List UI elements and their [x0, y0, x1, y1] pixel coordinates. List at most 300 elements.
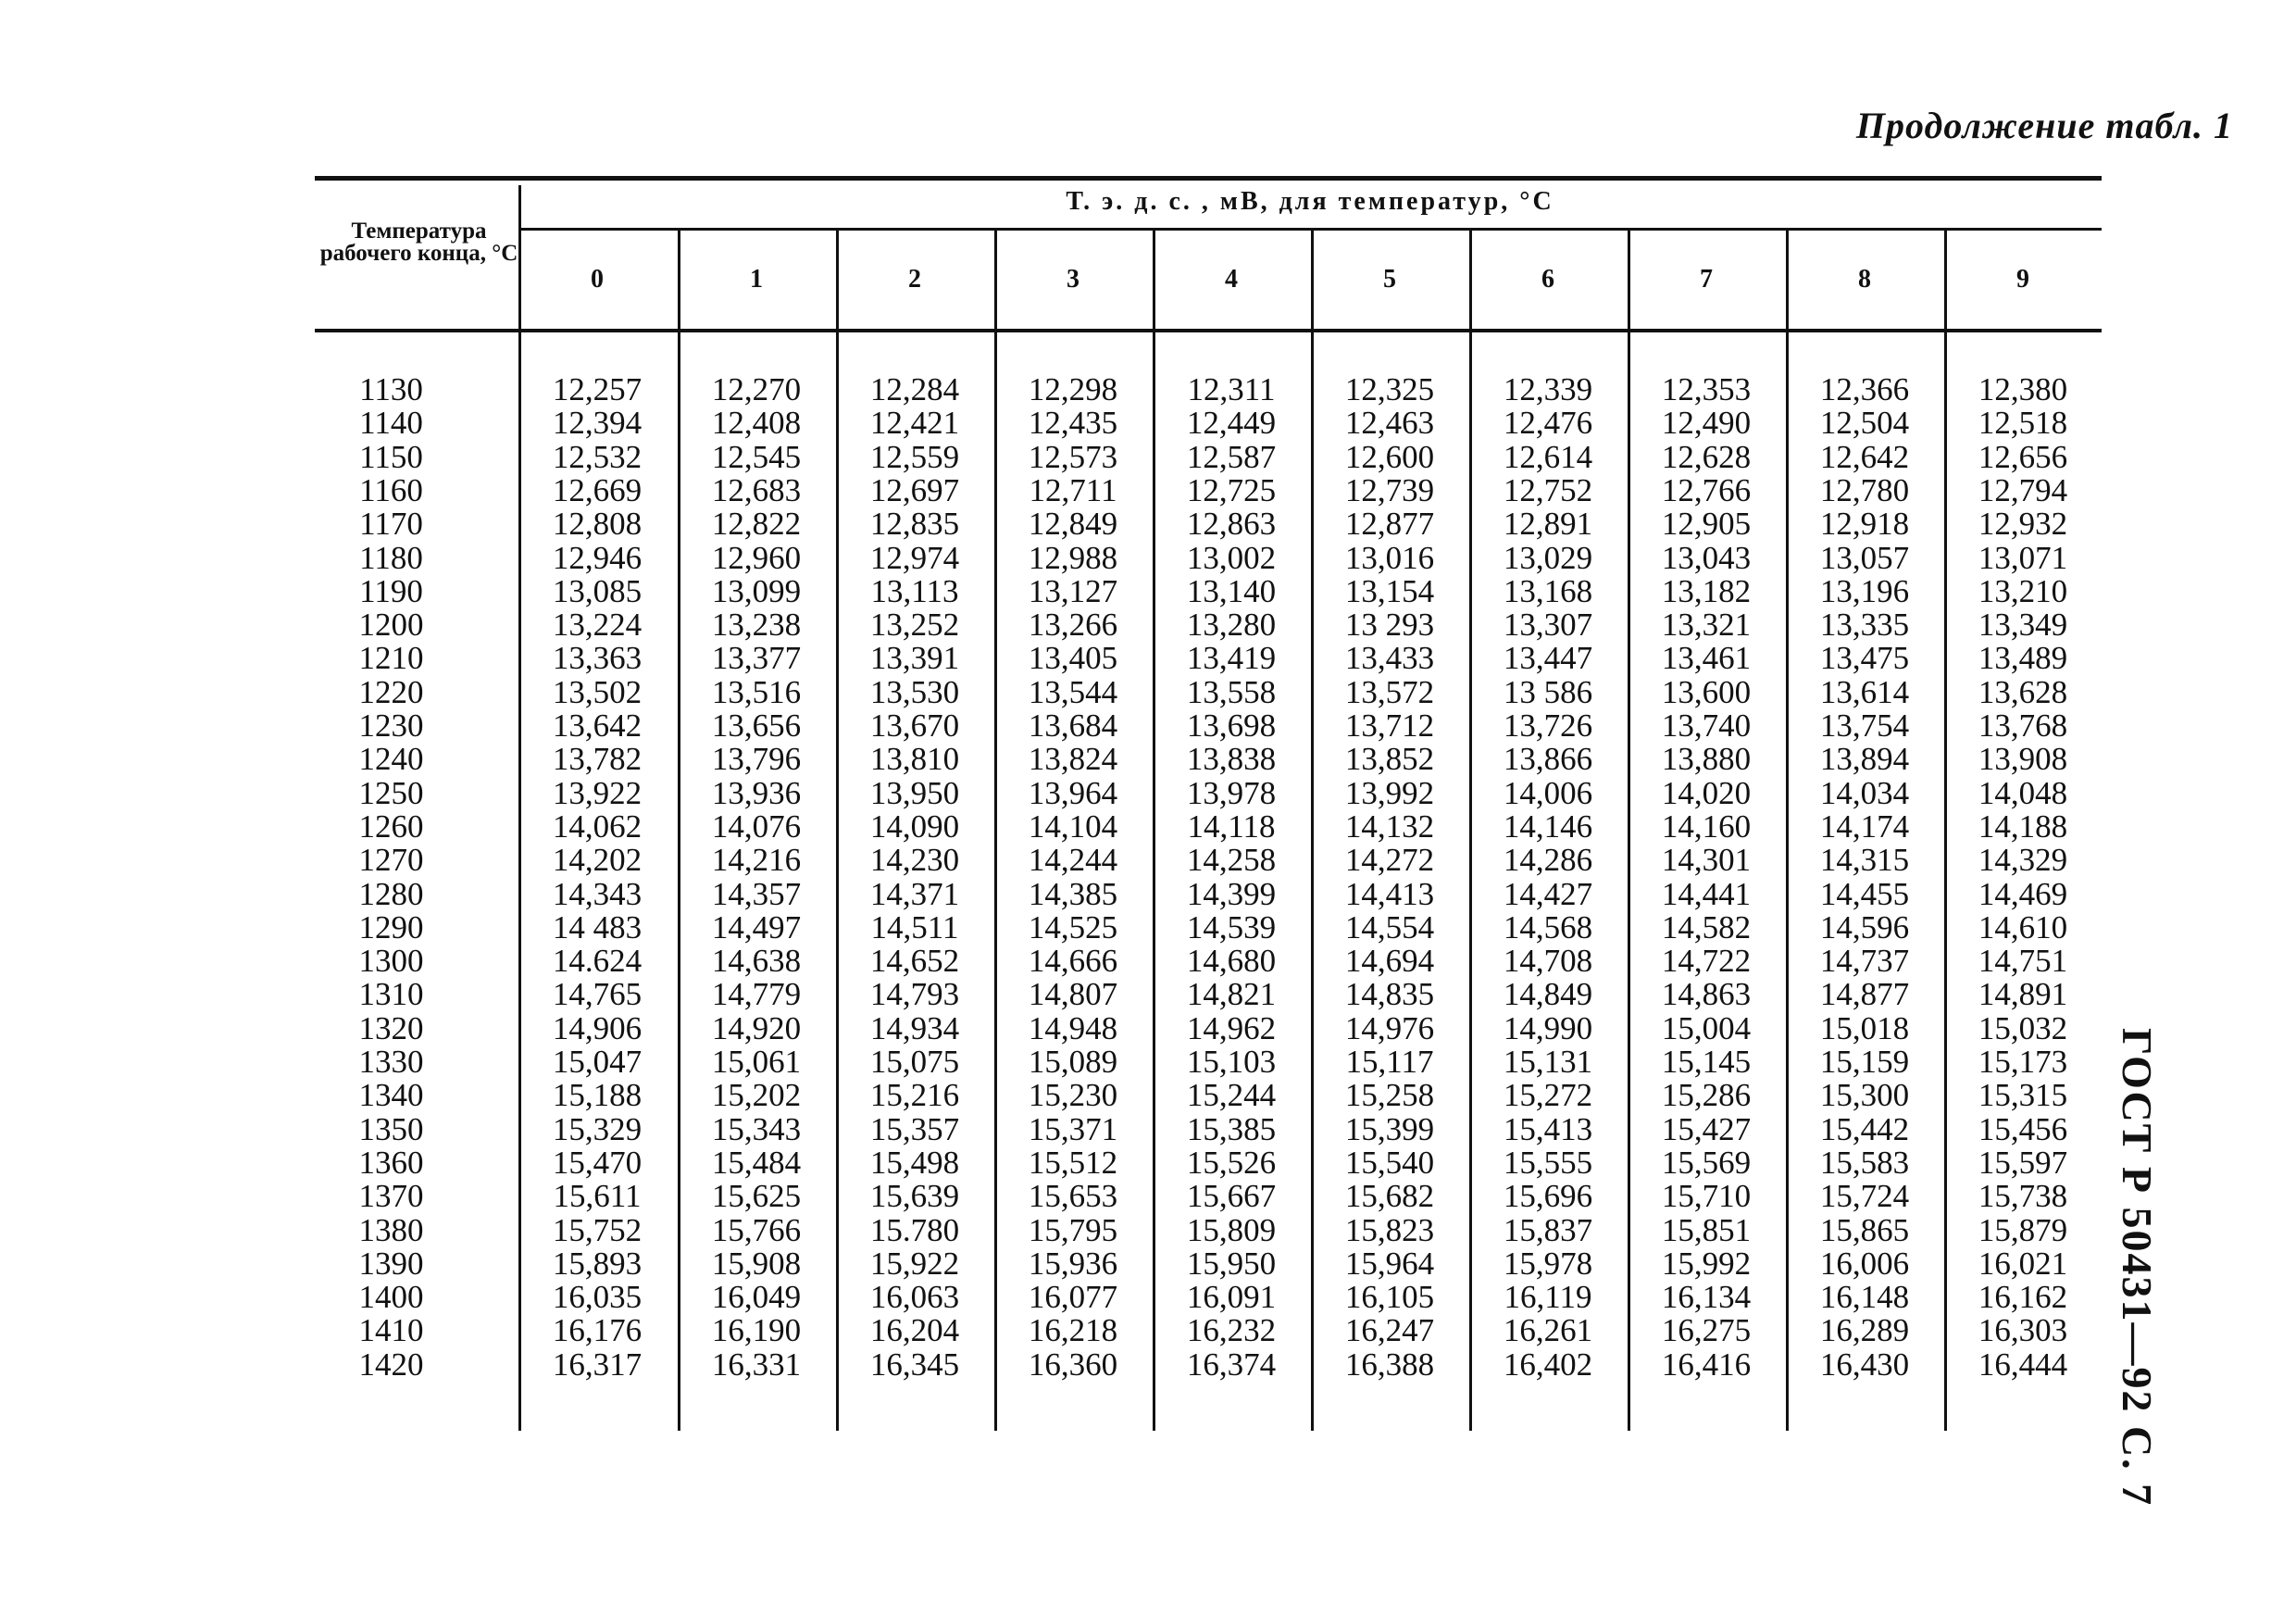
table-cell: 13,978	[1186, 774, 1277, 811]
row-temperature: 1420	[358, 1346, 424, 1383]
table-cell: 15,795	[1028, 1211, 1118, 1248]
table-cell: 15,131	[1503, 1044, 1593, 1080]
table-cell: 13,516	[711, 673, 802, 710]
table-cell: 12,918	[1819, 506, 1910, 543]
table-cell: 13,530	[869, 673, 960, 710]
table-cell: 12,835	[869, 506, 960, 543]
row-temperature: 1200	[358, 607, 424, 644]
table-cell: 15,103	[1186, 1044, 1277, 1080]
table-cell: 14,399	[1186, 875, 1277, 912]
table-cell: 15,484	[711, 1144, 802, 1181]
table-cell: 13,099	[711, 572, 802, 609]
table-cell: 13,238	[711, 607, 802, 644]
table-cell: 13,670	[869, 707, 960, 744]
table-cell: 14,976	[1344, 1009, 1435, 1046]
table-cell: 12,960	[711, 539, 802, 576]
table-cell: 13,600	[1661, 673, 1752, 710]
table-cell: 14,118	[1187, 808, 1276, 845]
table-cell: 14,582	[1661, 908, 1752, 945]
table-cell: 14 483	[552, 908, 643, 945]
table-cell: 13,029	[1503, 539, 1593, 576]
table-cell: 12,325	[1344, 371, 1435, 407]
table-cell: 15,682	[1344, 1178, 1435, 1215]
table-cell: 14,244	[1028, 842, 1118, 879]
table-cell: 13,182	[1661, 572, 1752, 609]
table-cell: 12,946	[552, 539, 643, 576]
table-cell: 12,739	[1344, 471, 1435, 508]
table-cell: 13,349	[1978, 607, 2068, 644]
table-cell: 15,851	[1661, 1211, 1752, 1248]
table-cell: 15,117	[1345, 1044, 1434, 1080]
table-cell: 15,272	[1503, 1077, 1593, 1114]
table-cell: 16,218	[1028, 1312, 1118, 1349]
table-cell: 13,712	[1344, 707, 1435, 744]
table-cell: 12,408	[711, 405, 802, 442]
table-cell: 13,224	[552, 607, 643, 644]
table-cell: 15,653	[1028, 1178, 1118, 1215]
table-cell: 14,160	[1661, 808, 1752, 845]
row-temperature: 1390	[358, 1245, 424, 1282]
table-cell: 12,394	[552, 405, 643, 442]
table-cell: 13,113	[870, 572, 959, 609]
table-cell: 14,357	[711, 875, 802, 912]
table-cell: 14,034	[1819, 774, 1910, 811]
row-temperature: 1280	[358, 875, 424, 912]
table-cell: 16,331	[711, 1346, 802, 1383]
table-cell: 15,089	[1028, 1044, 1118, 1080]
table-cell: 13,950	[869, 774, 960, 811]
table-cell: 13,419	[1186, 640, 1277, 677]
row-temperature: 1250	[358, 774, 424, 811]
table-cell: 15,286	[1661, 1077, 1752, 1114]
table-cell: 15.780	[869, 1211, 960, 1248]
table-cell: 14,258	[1186, 842, 1277, 879]
row-temperature: 1170	[359, 506, 423, 543]
table-cell: 13,852	[1344, 741, 1435, 778]
row-temperature: 1310	[358, 976, 424, 1013]
table-cell: 14,076	[711, 808, 802, 845]
table-cell: 14.624	[552, 943, 643, 980]
table-cell: 12,877	[1344, 506, 1435, 543]
table-cell: 15,569	[1661, 1144, 1752, 1181]
table-cell: 14,174	[1819, 808, 1910, 845]
row-temperature: 1150	[359, 438, 423, 475]
table-cell: 15,526	[1186, 1144, 1277, 1181]
row-temperature: 1190	[359, 572, 423, 609]
table-cell: 13,572	[1344, 673, 1435, 710]
table-cell: 13,964	[1028, 774, 1118, 811]
table-header-group: Т. э. д. с. , мВ, для температур, °С	[1066, 187, 1554, 216]
table-cell: 14,006	[1503, 774, 1593, 811]
table-cell: 13,656	[711, 707, 802, 744]
table-cell: 13 586	[1503, 673, 1593, 710]
table-cell: 16,204	[869, 1312, 960, 1349]
table-cell: 14,737	[1819, 943, 1910, 980]
table-cell: 13,475	[1819, 640, 1910, 677]
table-cell: 14,948	[1028, 1009, 1118, 1046]
table-cell: 13,140	[1186, 572, 1277, 609]
table-cell: 13,936	[711, 774, 802, 811]
row-temperature: 1330	[358, 1044, 424, 1080]
table-cell: 13,740	[1661, 707, 1752, 744]
table-cell: 14,765	[552, 976, 643, 1013]
table-cell: 12,932	[1978, 506, 2068, 543]
row-temperature: 1400	[358, 1279, 424, 1316]
table-cell: 15,004	[1661, 1009, 1752, 1046]
column-header-5: 5	[1383, 265, 1396, 294]
table-cell: 13,768	[1978, 707, 2068, 744]
row-temperature: 1140	[359, 405, 423, 442]
table-cell: 15,343	[711, 1110, 802, 1147]
table-cell: 13,894	[1819, 741, 1910, 778]
table-cell: 14,511	[870, 908, 959, 945]
table-cell: 13,210	[1978, 572, 2068, 609]
row-temperature: 1350	[358, 1110, 424, 1147]
table-cell: 12,905	[1661, 506, 1752, 543]
table-cell: 14,680	[1186, 943, 1277, 980]
table-cell: 14,638	[711, 943, 802, 980]
column-header-2: 2	[908, 265, 921, 294]
table-cell: 14,694	[1344, 943, 1435, 980]
table-cell: 12,669	[552, 471, 643, 508]
table-cell: 14,877	[1819, 976, 1910, 1013]
table-cell: 14,315	[1819, 842, 1910, 879]
table-cell: 16,374	[1186, 1346, 1277, 1383]
table-cell: 16,232	[1186, 1312, 1277, 1349]
table-cell: 14,990	[1503, 1009, 1593, 1046]
table-cell: 16,162	[1978, 1279, 2068, 1316]
table-cell: 15,357	[869, 1110, 960, 1147]
table-cell: 13,824	[1028, 741, 1118, 778]
column-header-0: 0	[591, 265, 604, 294]
table-cell: 15,710	[1661, 1178, 1752, 1215]
table-cell: 13,614	[1819, 673, 1910, 710]
table-cell: 13,043	[1661, 539, 1752, 576]
row-temperature: 1320	[358, 1009, 424, 1046]
column-header-8: 8	[1858, 265, 1871, 294]
table-cell: 16,444	[1978, 1346, 2068, 1383]
table-cell: 14,202	[552, 842, 643, 879]
table-cell: 15,456	[1978, 1110, 2068, 1147]
table-cell: 15,879	[1978, 1211, 2068, 1248]
table-cell: 16,317	[552, 1346, 643, 1383]
row-temperature: 1360	[358, 1144, 424, 1181]
table-cell: 13,461	[1661, 640, 1752, 677]
table-cell: 13,057	[1819, 539, 1910, 576]
table-cell: 12,642	[1819, 438, 1910, 475]
row-temperature: 1160	[359, 471, 423, 508]
table-cell: 14,385	[1028, 875, 1118, 912]
table-cell: 12,891	[1503, 506, 1593, 543]
table-cell: 14,132	[1344, 808, 1435, 845]
table-cell: 12,339	[1503, 371, 1593, 407]
table-cell: 13,782	[552, 741, 643, 778]
table-cell: 15,145	[1661, 1044, 1752, 1080]
table-cell: 15,696	[1503, 1178, 1593, 1215]
table-cell: 16,049	[711, 1279, 802, 1316]
table-cell: 16,006	[1819, 1245, 1910, 1282]
table-cell: 12,683	[711, 471, 802, 508]
table-cell: 12,311	[1187, 371, 1276, 407]
table-cell: 12,752	[1503, 471, 1593, 508]
table-cell: 15,922	[869, 1245, 960, 1282]
table-cell: 13,726	[1503, 707, 1593, 744]
table-cell: 12,532	[552, 438, 643, 475]
table-cell: 13,544	[1028, 673, 1118, 710]
table-cell: 16,402	[1503, 1346, 1593, 1383]
table-cell: 15,329	[552, 1110, 643, 1147]
table-cell: 14,301	[1661, 842, 1752, 879]
row-temperature: 1290	[358, 908, 424, 945]
table-cell: 14,539	[1186, 908, 1277, 945]
table-cell: 16,430	[1819, 1346, 1910, 1383]
table-cell: 15,047	[552, 1044, 643, 1080]
table-cell: 14,722	[1661, 943, 1752, 980]
table-cell: 14,849	[1503, 976, 1593, 1013]
table-cell: 14,104	[1028, 808, 1118, 845]
table-cell: 14,793	[869, 976, 960, 1013]
table-cell: 16,289	[1819, 1312, 1910, 1349]
table-cell: 14,062	[552, 808, 643, 845]
table-cell: 13,266	[1028, 607, 1118, 644]
table-cell: 13,335	[1819, 607, 1910, 644]
table-cell: 13,908	[1978, 741, 2068, 778]
table-cell: 15,667	[1186, 1178, 1277, 1215]
table-cell: 13,405	[1028, 640, 1118, 677]
table-cell: 13,698	[1186, 707, 1277, 744]
row-temperature: 1300	[358, 943, 424, 980]
table-cell: 16,035	[552, 1279, 643, 1316]
table-cell: 12,270	[711, 371, 802, 407]
table-cell: 16,303	[1978, 1312, 2068, 1349]
table-cell: 16,148	[1819, 1279, 1910, 1316]
table-cell: 15,555	[1503, 1144, 1593, 1181]
table-cell: 15,597	[1978, 1144, 2068, 1181]
column-header-1: 1	[750, 265, 763, 294]
table-cell: 14,469	[1978, 875, 2068, 912]
table-cell: 15,512	[1028, 1144, 1118, 1181]
table-cell: 16,416	[1661, 1346, 1752, 1383]
table-cell: 15,950	[1186, 1245, 1277, 1282]
table-cell: 14,708	[1503, 943, 1593, 980]
table-cell: 12,988	[1028, 539, 1118, 576]
table-cell: 12,435	[1028, 405, 1118, 442]
table-cell: 15,159	[1819, 1044, 1910, 1080]
table-cell: 12,808	[552, 506, 643, 543]
table-cell: 15,498	[869, 1144, 960, 1181]
table-cell: 16,345	[869, 1346, 960, 1383]
row-temperature: 1410	[358, 1312, 424, 1349]
table-cell: 14,863	[1661, 976, 1752, 1013]
table-cell: 14,821	[1186, 976, 1277, 1013]
table-cell: 14,371	[869, 875, 960, 912]
table-cell: 13,558	[1186, 673, 1277, 710]
side-label-text: ГОСТ Р 50431—92 С. 7	[2114, 1028, 2161, 1508]
table-cell: 12,366	[1819, 371, 1910, 407]
table-cell: 13,280	[1186, 607, 1277, 644]
table-cell: 12,380	[1978, 371, 2068, 407]
table-cell: 14,146	[1503, 808, 1593, 845]
table-cell: 15,978	[1503, 1245, 1593, 1282]
table-cell: 13,154	[1344, 572, 1435, 609]
table-cell: 15,032	[1978, 1009, 2068, 1046]
table-cell: 15,018	[1819, 1009, 1910, 1046]
table-cell: 13,252	[869, 607, 960, 644]
table-cell: 12,614	[1503, 438, 1593, 475]
table-cell: 13,321	[1661, 607, 1752, 644]
table-cell: 14,652	[869, 943, 960, 980]
table-cell: 12,863	[1186, 506, 1277, 543]
table-cell: 13,196	[1819, 572, 1910, 609]
row-temperature: 1180	[359, 539, 423, 576]
table-cell: 12,656	[1978, 438, 2068, 475]
table-cell: 14,835	[1344, 976, 1435, 1013]
table-cell: 12,711	[1029, 471, 1117, 508]
header-bottom-rule	[315, 329, 2102, 332]
table-cell: 16,360	[1028, 1346, 1118, 1383]
table-cell: 14,525	[1028, 908, 1118, 945]
table-cell: 16,063	[869, 1279, 960, 1316]
row-temperature: 1240	[358, 741, 424, 778]
table-cell: 13,684	[1028, 707, 1118, 744]
table-cell: 16,105	[1344, 1279, 1435, 1316]
table-cell: 15,611	[553, 1178, 642, 1215]
table-cell: 13,628	[1978, 673, 2068, 710]
table-cell: 14,751	[1978, 943, 2068, 980]
table-cell: 14,455	[1819, 875, 1910, 912]
table-cell: 13,016	[1344, 539, 1435, 576]
table-cell: 14,568	[1503, 908, 1593, 945]
table-cell: 14,427	[1503, 875, 1593, 912]
table-cell: 15,908	[711, 1245, 802, 1282]
table-cell: 12,449	[1186, 405, 1277, 442]
table-cell: 14,188	[1978, 808, 2068, 845]
table-cell: 15,300	[1819, 1077, 1910, 1114]
column-header-6: 6	[1541, 265, 1554, 294]
table-cell: 15,371	[1028, 1110, 1118, 1147]
table-cell: 15,427	[1661, 1110, 1752, 1147]
table-cell: 13,642	[552, 707, 643, 744]
column-header-4: 4	[1225, 265, 1238, 294]
table-cell: 12,822	[711, 506, 802, 543]
row-temperature: 1230	[358, 707, 424, 744]
table-cell: 16,190	[711, 1312, 802, 1349]
table-cell: 15,075	[869, 1044, 960, 1080]
row-temperature: 1340	[358, 1077, 424, 1114]
table-cell: 14,020	[1661, 774, 1752, 811]
table-cell: 16,176	[552, 1312, 643, 1349]
table-cell: 14,596	[1819, 908, 1910, 945]
table-cell: 12,849	[1028, 506, 1118, 543]
table-cell: 13,489	[1978, 640, 2068, 677]
table-cell: 14,329	[1978, 842, 2068, 879]
table-cell: 15,964	[1344, 1245, 1435, 1282]
table-cell: 12,284	[869, 371, 960, 407]
table-cell: 15,625	[711, 1178, 802, 1215]
table-cell: 12,490	[1661, 405, 1752, 442]
table-cell: 13,168	[1503, 572, 1593, 609]
table-cell: 15,470	[552, 1144, 643, 1181]
table-cell: 15,315	[1978, 1077, 2068, 1114]
table-cell: 15,809	[1186, 1211, 1277, 1248]
table-cell: 14,920	[711, 1009, 802, 1046]
table-cell: 15,399	[1344, 1110, 1435, 1147]
table-cell: 12,257	[552, 371, 643, 407]
table-cell: 13,810	[869, 741, 960, 778]
row-temperature: 1270	[358, 842, 424, 879]
table-cell: 15,865	[1819, 1211, 1910, 1248]
table-cell: 15,216	[869, 1077, 960, 1114]
table-cell: 16,119	[1504, 1279, 1592, 1316]
table-cell: 13,433	[1344, 640, 1435, 677]
table-cell: 15,540	[1344, 1144, 1435, 1181]
table-cell: 15,992	[1661, 1245, 1752, 1282]
table-cell: 14,807	[1028, 976, 1118, 1013]
table-cell: 14,441	[1661, 875, 1752, 912]
table-cell: 16,134	[1661, 1279, 1752, 1316]
table-cell: 12,573	[1028, 438, 1118, 475]
table-cell: 15,893	[552, 1245, 643, 1282]
table-cell: 13,866	[1503, 741, 1593, 778]
table-cell: 12,463	[1344, 405, 1435, 442]
table-cell: 13,377	[711, 640, 802, 677]
column-header-7: 7	[1700, 265, 1713, 294]
table-cell: 13,880	[1661, 741, 1752, 778]
table-cell: 16,275	[1661, 1312, 1752, 1349]
table-cell: 14,962	[1186, 1009, 1277, 1046]
table-cell: 13,127	[1028, 572, 1118, 609]
table-cell: 12,518	[1978, 405, 2068, 442]
row-temperature: 1370	[358, 1178, 424, 1215]
table-cell: 14,497	[711, 908, 802, 945]
table-cell: 12,421	[869, 405, 960, 442]
table-cell: 16,261	[1503, 1312, 1593, 1349]
table-cell: 13 293	[1344, 607, 1435, 644]
table-cell: 14,230	[869, 842, 960, 879]
table-cell: 15,258	[1344, 1077, 1435, 1114]
table-cell: 15,724	[1819, 1178, 1910, 1215]
table-cell: 13,307	[1503, 607, 1593, 644]
table-cell: 15,639	[869, 1178, 960, 1215]
table-cell: 15,173	[1978, 1044, 2068, 1080]
table-cell: 15,823	[1344, 1211, 1435, 1248]
table-cell: 12,697	[869, 471, 960, 508]
table-cell: 14,413	[1344, 875, 1435, 912]
table-cell: 13,992	[1344, 774, 1435, 811]
table-cell: 14,554	[1344, 908, 1435, 945]
table-cell: 12,780	[1819, 471, 1910, 508]
table-cell: 15,230	[1028, 1077, 1118, 1114]
table-cell: 12,476	[1503, 405, 1593, 442]
table-cell: 14,343	[552, 875, 643, 912]
table-cell: 14,934	[869, 1009, 960, 1046]
row-temperature: 1220	[358, 673, 424, 710]
table-cell: 12,794	[1978, 471, 2068, 508]
table-cell: 15,738	[1978, 1178, 2068, 1215]
table-cell: 12,504	[1819, 405, 1910, 442]
table-cell: 14,906	[552, 1009, 643, 1046]
table-cell: 14,216	[711, 842, 802, 879]
table-caption: Продолжение табл. 1	[1855, 105, 2233, 146]
table-cell: 12,298	[1028, 371, 1118, 407]
table-cell: 13,838	[1186, 741, 1277, 778]
table-cell: 16,021	[1978, 1245, 2068, 1282]
table-cell: 13,002	[1186, 539, 1277, 576]
table-cell: 15,752	[552, 1211, 643, 1248]
table-cell: 15,837	[1503, 1211, 1593, 1248]
row-temperature: 1210	[358, 640, 424, 677]
table-cell: 16,247	[1344, 1312, 1435, 1349]
